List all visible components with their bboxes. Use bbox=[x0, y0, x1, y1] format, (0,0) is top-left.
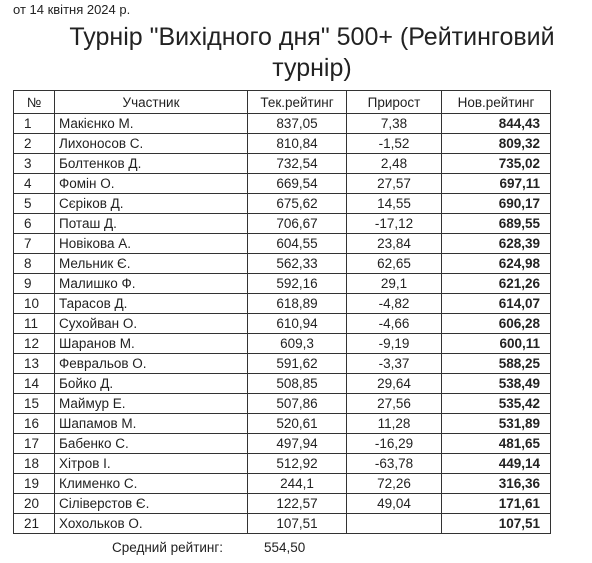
rating-gain: 23,84 bbox=[347, 234, 442, 254]
current-rating: 562,33 bbox=[248, 254, 347, 274]
new-rating: 844,43 bbox=[442, 114, 551, 134]
table-row bbox=[14, 454, 551, 474]
participant-name: Болтенков Д. bbox=[55, 154, 248, 174]
rating-table bbox=[13, 90, 551, 534]
new-rating: 449,14 bbox=[442, 454, 551, 474]
new-rating: 614,07 bbox=[442, 294, 551, 314]
row-number: 7 bbox=[14, 234, 55, 254]
current-rating: 604,55 bbox=[248, 234, 347, 254]
new-rating: 535,42 bbox=[442, 394, 551, 414]
header-participant: Участник bbox=[55, 91, 248, 114]
row-number: 11 bbox=[14, 314, 55, 334]
rating-gain: 49,04 bbox=[347, 494, 442, 514]
rating-gain: -1,52 bbox=[347, 134, 442, 154]
rating-gain: 11,28 bbox=[347, 414, 442, 434]
new-rating: 628,39 bbox=[442, 234, 551, 254]
page-title: Турнір "Вихідного дня" 500+ (Рейтинговий турнір) bbox=[69, 23, 555, 82]
new-rating: 171,61 bbox=[442, 494, 551, 514]
rating-gain: -9,19 bbox=[347, 334, 442, 354]
new-rating: 588,25 bbox=[442, 354, 551, 374]
new-rating: 531,89 bbox=[442, 414, 551, 434]
participant-name: Тарасов Д. bbox=[55, 294, 248, 314]
row-number: 13 bbox=[14, 354, 55, 374]
rating-gain: -4,82 bbox=[347, 294, 442, 314]
current-rating: 732,54 bbox=[248, 154, 347, 174]
row-number: 2 bbox=[14, 134, 55, 154]
new-rating: 689,55 bbox=[442, 214, 551, 234]
row-number: 4 bbox=[14, 174, 55, 194]
header-gain: Прирост bbox=[347, 91, 442, 114]
participant-name: Макієнко М. bbox=[55, 114, 248, 134]
table-row bbox=[14, 214, 551, 234]
row-number: 20 bbox=[14, 494, 55, 514]
new-rating: 107,51 bbox=[442, 514, 551, 534]
table-body bbox=[14, 114, 551, 534]
row-number: 5 bbox=[14, 194, 55, 214]
new-rating: 316,36 bbox=[442, 474, 551, 494]
participant-name: Новікова А. bbox=[55, 234, 248, 254]
row-number: 6 bbox=[14, 214, 55, 234]
header-number: № bbox=[14, 91, 55, 114]
header-current-rating: Тек.рейтинг bbox=[248, 91, 347, 114]
participant-name: Сухойван О. bbox=[55, 314, 248, 334]
table-row bbox=[14, 434, 551, 454]
table-row bbox=[14, 474, 551, 494]
new-rating: 621,26 bbox=[442, 274, 551, 294]
table-row bbox=[14, 254, 551, 274]
average-rating-label: Средний рейтинг: bbox=[112, 540, 224, 555]
table-header-row bbox=[14, 91, 551, 114]
new-rating: 481,65 bbox=[442, 434, 551, 454]
current-rating: 810,84 bbox=[248, 134, 347, 154]
participant-name: Мельник Є. bbox=[55, 254, 248, 274]
table-row bbox=[14, 194, 551, 214]
table-row bbox=[14, 374, 551, 394]
new-rating: 697,11 bbox=[442, 174, 551, 194]
current-rating: 669,54 bbox=[248, 174, 347, 194]
current-rating: 618,89 bbox=[248, 294, 347, 314]
current-rating: 512,92 bbox=[248, 454, 347, 474]
row-number: 12 bbox=[14, 334, 55, 354]
current-rating: 837,05 bbox=[248, 114, 347, 134]
row-number: 3 bbox=[14, 154, 55, 174]
rating-gain: -4,66 bbox=[347, 314, 442, 334]
participant-name: Малишко Ф. bbox=[55, 274, 248, 294]
header-new-rating: Нов.рейтинг bbox=[442, 91, 551, 114]
rating-gain: 72,26 bbox=[347, 474, 442, 494]
participant-name: Шапамов М. bbox=[55, 414, 248, 434]
table-row bbox=[14, 314, 551, 334]
table-row bbox=[14, 514, 551, 534]
participant-name: Клименко С. bbox=[55, 474, 248, 494]
new-rating: 735,02 bbox=[442, 154, 551, 174]
participant-name: Поташ Д. bbox=[55, 214, 248, 234]
current-rating: 609,3 bbox=[248, 334, 347, 354]
row-number: 18 bbox=[14, 454, 55, 474]
new-rating: 538,49 bbox=[442, 374, 551, 394]
new-rating: 690,17 bbox=[442, 194, 551, 214]
table-row bbox=[14, 394, 551, 414]
current-rating: 107,51 bbox=[248, 514, 347, 534]
participant-name: Сєріков Д. bbox=[55, 194, 248, 214]
rating-gain: 14,55 bbox=[347, 194, 442, 214]
table-row bbox=[14, 114, 551, 134]
current-rating: 591,62 bbox=[248, 354, 347, 374]
new-rating: 606,28 bbox=[442, 314, 551, 334]
rating-gain: -16,29 bbox=[347, 434, 442, 454]
row-number: 21 bbox=[14, 514, 55, 534]
rating-gain: 2,48 bbox=[347, 154, 442, 174]
row-number: 10 bbox=[14, 294, 55, 314]
current-rating: 675,62 bbox=[248, 194, 347, 214]
table-row bbox=[14, 494, 551, 514]
participant-name: Фомін О. bbox=[55, 174, 248, 194]
rating-gain: 29,1 bbox=[347, 274, 442, 294]
current-rating: 520,61 bbox=[248, 414, 347, 434]
rating-gain: 27,57 bbox=[347, 174, 442, 194]
current-rating: 610,94 bbox=[248, 314, 347, 334]
rating-gain: 62,65 bbox=[347, 254, 442, 274]
new-rating: 624,98 bbox=[442, 254, 551, 274]
row-number: 8 bbox=[14, 254, 55, 274]
table-row bbox=[14, 174, 551, 194]
table-row bbox=[14, 334, 551, 354]
current-rating: 508,85 bbox=[248, 374, 347, 394]
row-number: 19 bbox=[14, 474, 55, 494]
current-rating: 507,86 bbox=[248, 394, 347, 414]
report-date: от 14 квітня 2024 р. bbox=[13, 2, 131, 17]
row-number: 16 bbox=[14, 414, 55, 434]
rating-gain: 27,56 bbox=[347, 394, 442, 414]
participant-name: Бойко Д. bbox=[55, 374, 248, 394]
current-rating: 122,57 bbox=[248, 494, 347, 514]
participant-name: Сіліверстов Є. bbox=[55, 494, 248, 514]
row-number: 14 bbox=[14, 374, 55, 394]
row-number: 1 bbox=[14, 114, 55, 134]
table-row bbox=[14, 134, 551, 154]
participant-name: Шаранов М. bbox=[55, 334, 248, 354]
participant-name: Хохольков О. bbox=[55, 514, 248, 534]
table-row bbox=[14, 274, 551, 294]
table-row bbox=[14, 354, 551, 374]
rating-gain: -63,78 bbox=[347, 454, 442, 474]
rating-gain: 29,64 bbox=[347, 374, 442, 394]
new-rating: 809,32 bbox=[442, 134, 551, 154]
table-row bbox=[14, 234, 551, 254]
average-rating-value: 554,50 bbox=[264, 540, 306, 555]
participant-name: Лихоносов С. bbox=[55, 134, 248, 154]
table-row bbox=[14, 294, 551, 314]
participant-name: Маймур Е. bbox=[55, 394, 248, 414]
row-number: 15 bbox=[14, 394, 55, 414]
rating-gain bbox=[347, 514, 442, 534]
row-number: 9 bbox=[14, 274, 55, 294]
row-number: 17 bbox=[14, 434, 55, 454]
rating-gain: -3,37 bbox=[347, 354, 442, 374]
current-rating: 706,67 bbox=[248, 214, 347, 234]
participant-name: Февральов О. bbox=[55, 354, 248, 374]
table-row bbox=[14, 154, 551, 174]
current-rating: 244,1 bbox=[248, 474, 347, 494]
new-rating: 600,11 bbox=[442, 334, 551, 354]
table-row bbox=[14, 414, 551, 434]
rating-gain: 7,38 bbox=[347, 114, 442, 134]
participant-name: Хітров І. bbox=[55, 454, 248, 474]
current-rating: 497,94 bbox=[248, 434, 347, 454]
rating-gain: -17,12 bbox=[347, 214, 442, 234]
current-rating: 592,16 bbox=[248, 274, 347, 294]
participant-name: Бабенко С. bbox=[55, 434, 248, 454]
